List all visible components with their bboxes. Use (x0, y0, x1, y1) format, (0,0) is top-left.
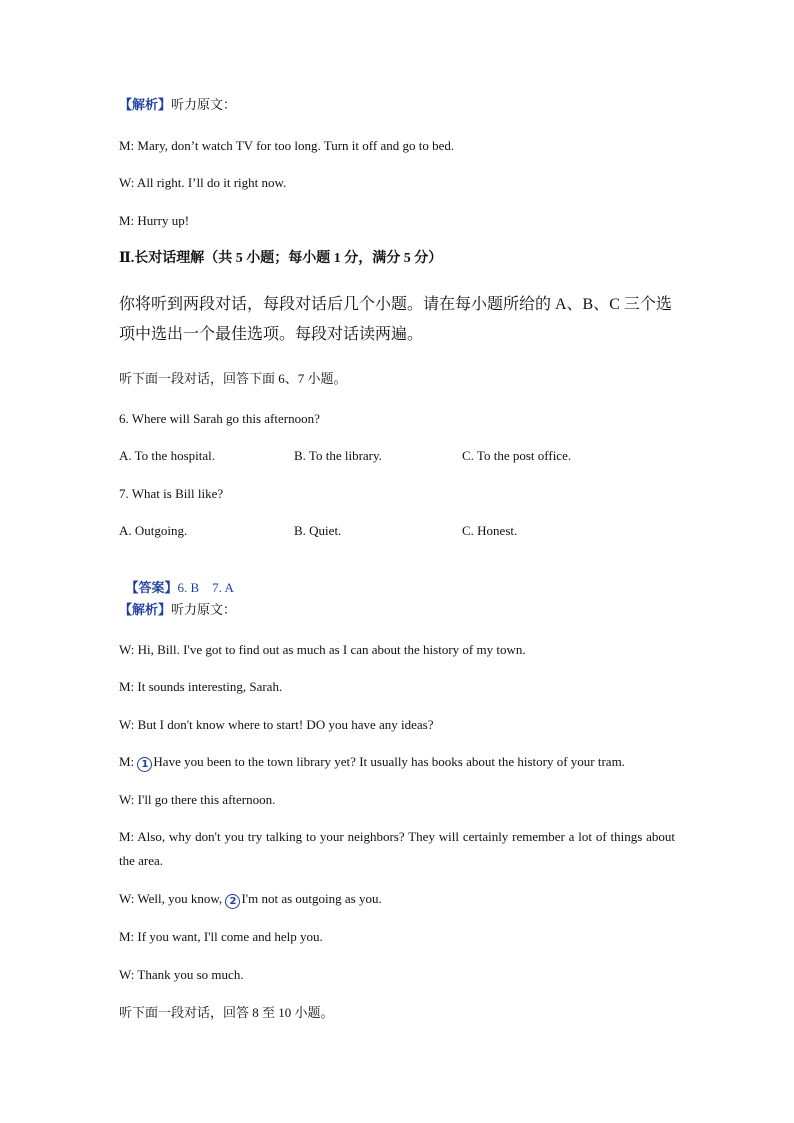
answer-tag: 【答案】 (125, 580, 178, 595)
option-b: B. Quiet. (294, 523, 342, 538)
transcript-line: M: Mary, don’t watch TV for too long. Turn it off and go to bed. (119, 138, 455, 153)
analysis-tag-text: 听力原文： (171, 97, 237, 112)
analysis-tag: 【解析】 (119, 602, 172, 617)
transcript-line: W: All right. I’ll do it right now. (119, 175, 287, 190)
option-c: C. To the post office. (462, 448, 572, 463)
transcript-line: M: Hurry up! (119, 213, 190, 228)
analysis-heading-2 (119, 601, 236, 619)
transcript-text: Have you been to the town library yet? It usually has books about the history of your tram. (153, 754, 625, 769)
question-stem: 6. Where will Sarah go this afternoon? (119, 411, 320, 426)
transcript-line: W: Hi, Bill. I've got to find out as much as I can about the history of my town. (119, 642, 526, 657)
section-heading: Ⅱ.长对话理解（共 5 小题；每小题 1 分，满分 5 分） (119, 251, 443, 266)
transcript-line: W: Thank you so much. (119, 967, 244, 982)
transcript-paragraph: M: Also, why don't you try talking to your neighbors? They will certainly remember a lot of things about the area. (119, 829, 675, 868)
listen-prompt: 听下面一段对话，回答下面 6、7 小题。 (119, 371, 347, 386)
option-a: A. Outgoing. (119, 523, 188, 538)
transcript-line-marked-1 (119, 753, 625, 772)
circled-number-1: 1 (137, 757, 152, 772)
analysis-tag: 【解析】 (119, 97, 172, 112)
speaker-label: W: Well, you know, (119, 891, 226, 906)
option-b: B. To the library. (294, 448, 382, 463)
instruction-line-2: 项中选出一个最佳选项。每段对话读两遍。 (119, 326, 424, 343)
transcript-line: W: I'll go there this afternoon. (119, 792, 276, 807)
answer-line (119, 561, 234, 597)
transcript-text: I'm not as outgoing as you. (241, 891, 382, 906)
transcript-line-marked-2 (119, 890, 382, 909)
circled-number-2: 2 (225, 894, 240, 909)
option-c: C. Honest. (462, 523, 518, 538)
analysis-heading-1 (119, 96, 236, 114)
answer-text: 6. B 7. A (177, 580, 234, 595)
transcript-line: M: It sounds interesting, Sarah. (119, 679, 283, 694)
transcript-line: W: But I don't know where to start! DO you have any ideas? (119, 717, 434, 732)
option-a: A. To the hospital. (119, 448, 215, 463)
speaker-label: M: (119, 754, 138, 769)
question-stem: 7. What is Bill like? (119, 486, 224, 501)
instruction-line-1: 你将听到两段对话，每段对话后几个小题。请在每小题所给的 A、B、C 三个选 (119, 296, 672, 313)
transcript-line: M: If you want, I'll come and help you. (119, 929, 323, 944)
next-listen-prompt: 听下面一段对话，回答 8 至 10 小题。 (119, 1005, 334, 1020)
analysis-tag-text: 听力原文： (171, 602, 237, 617)
